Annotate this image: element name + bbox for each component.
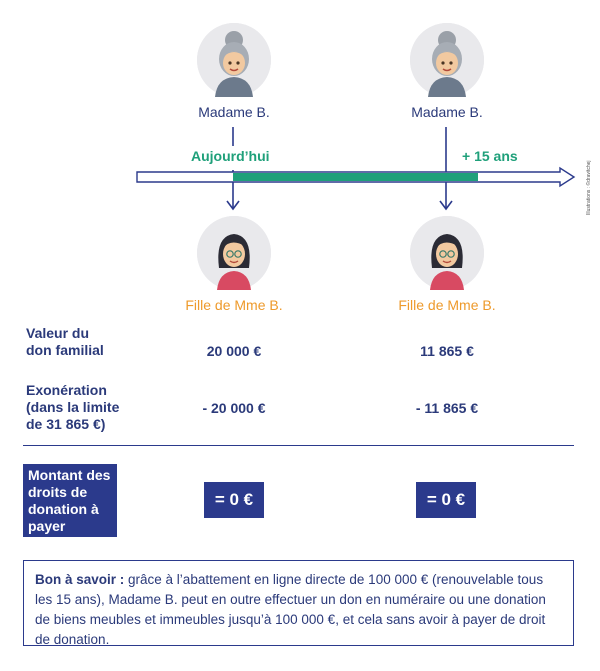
grandmother-name-left: Madame B.	[198, 104, 270, 120]
grandmother-icon	[410, 23, 484, 97]
daughter-name-left: Fille de Mme B.	[185, 297, 283, 313]
result-label-line3: donation à	[28, 501, 99, 517]
row2-label-line3: de 31 865 €)	[26, 416, 106, 432]
row2-value-right: - 11 865 €	[415, 400, 479, 416]
info-note-box	[23, 560, 574, 646]
grandmother-avatar-right	[410, 23, 484, 97]
daughter-avatar-right	[410, 216, 484, 290]
row2-label-line1: Exonération	[26, 382, 107, 398]
row-label-don-familial	[26, 325, 104, 359]
row1-value-left: 20 000 €	[206, 343, 262, 359]
result-label-line1: Montant des	[28, 467, 111, 483]
result-value-left: = 0 €	[204, 482, 264, 518]
note-prefix: Bon à savoir :	[35, 572, 125, 587]
row2-label-line2: (dans la limite	[26, 399, 120, 415]
daughter-avatar-left	[197, 216, 271, 290]
row2-value-left: - 20 000 €	[202, 400, 266, 416]
timeline-end-label: + 15 ans	[462, 148, 518, 164]
row-label-exoneration	[26, 382, 119, 433]
result-value-right: = 0 €	[416, 482, 476, 518]
result-label-line2: droits de	[28, 484, 88, 500]
daughter-icon	[410, 216, 484, 290]
daughter-icon	[197, 216, 271, 290]
grandmother-icon	[197, 23, 271, 97]
grandmother-name-right: Madame B.	[411, 104, 483, 120]
grandmother-avatar-left	[197, 23, 271, 97]
divider	[23, 445, 574, 446]
daughter-name-right: Fille de Mme B.	[398, 297, 496, 313]
row1-label-line2: don familial	[26, 342, 104, 358]
note-text: grâce à l’abattement en ligne directe de 100 000 € (renouvelable tous les 15 ans), Madame B. peut en outre effectuer un don en numéraire ou une donation de biens meubles et immeubles jusqu’à 100 000 €, et cela sans avoir à payer de droit de donation.	[35, 572, 546, 647]
row1-value-right: 11 865 €	[420, 343, 474, 359]
timeline-start-label: Aujourd’hui	[191, 148, 270, 164]
result-label-box	[23, 464, 117, 537]
result-label-line4: payer	[28, 518, 66, 534]
row1-label-line1: Valeur du	[26, 325, 90, 341]
timeline-green-bar	[233, 173, 478, 181]
illustration-credit: Illustrations : ©dravitchej	[586, 160, 592, 215]
